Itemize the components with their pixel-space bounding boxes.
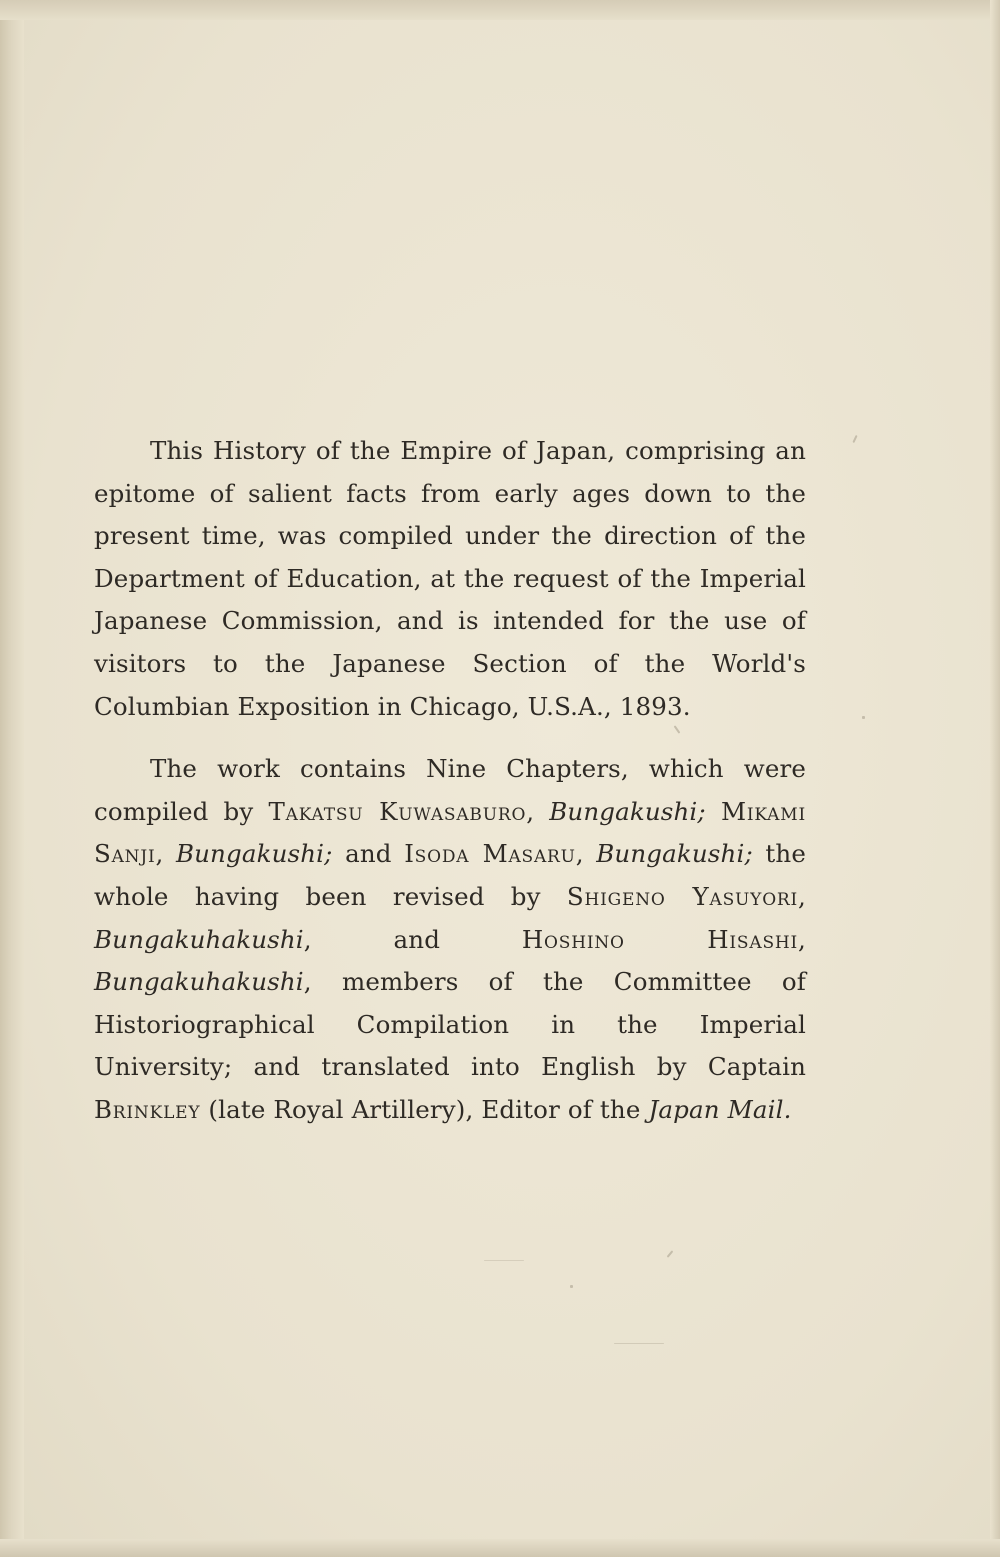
- page-right-edge: [990, 0, 1000, 1557]
- paper-speck: [852, 435, 857, 443]
- credits-intro: The work contains Nine Chapters, which were compiled by: [94, 754, 806, 826]
- paragraph-credits: The work contains Nine Chapters, which were compiled by Takatsu Kuwasaburo, Bungakushi; Mikami Sanji, Bungakushi; and Isoda Masaru, Bungakushi; the whole having been revised by Shigeno Yasuyori, Bungakuhakushi, and Hoshino Hisashi, Bungakuhakushi, members of the Committee of Historiographical Compilation in the Imperial University; and translated into English by Captain Brinkley (late Royal Artillery), Editor of the Japan Mail.: [94, 754, 806, 1124]
- compiler-degree: Bungakushi;: [596, 839, 753, 869]
- prefatory-note: [94, 430, 806, 1132]
- page-top-edge: [0, 0, 1000, 20]
- conjunction: and: [393, 924, 441, 954]
- membership-text: members of the Committee of Historiographical Compilation in the Imperial University; and translated into English by Captain: [94, 967, 806, 1082]
- paper-speck: [570, 1285, 573, 1288]
- publication-title: Japan Mail.: [648, 1094, 792, 1124]
- reviser-degree: Bungakuhakushi: [94, 967, 304, 997]
- reviser-degree: Bungakuhakushi: [94, 924, 304, 954]
- page-gutter-edge: [0, 0, 24, 1557]
- paper-speck: [862, 716, 865, 719]
- conjunction: and: [345, 839, 392, 869]
- page-bottom-edge: [0, 1539, 1000, 1557]
- paper-speck: [614, 1343, 664, 1344]
- compiler-name: Isoda Masaru: [404, 839, 576, 869]
- reviser-name: Hoshino Hisashi: [521, 924, 799, 954]
- translator-name: Brinkley: [94, 1094, 201, 1124]
- compiler-name: Mikami Sanji: [94, 796, 806, 869]
- reviser-name: Shigeno Yasuyori: [566, 881, 799, 911]
- revision-phrase: the whole having been revised by: [94, 839, 806, 911]
- compiler-name: Takatsu Kuwasaburo: [268, 796, 527, 826]
- paragraph-purpose: This History of the Empire of Japan, comprising an epitome of salient facts from early ages down to the present time, was compiled under the direction of the Department of Education, at the request of the Imperial Japanese Commission, and is intended for the use of visitors to the Japanese Section of the World's Columbian Exposition in Chicago, U.S.A., 1893.: [94, 436, 806, 721]
- compiler-degree: Bungakushi;: [175, 839, 333, 869]
- compiler-degree: Bungakushi;: [549, 796, 706, 826]
- paper-speck: [484, 1260, 524, 1261]
- translator-note: (late Royal Artillery), Editor of the: [208, 1094, 641, 1124]
- paper-speck: [667, 1250, 674, 1257]
